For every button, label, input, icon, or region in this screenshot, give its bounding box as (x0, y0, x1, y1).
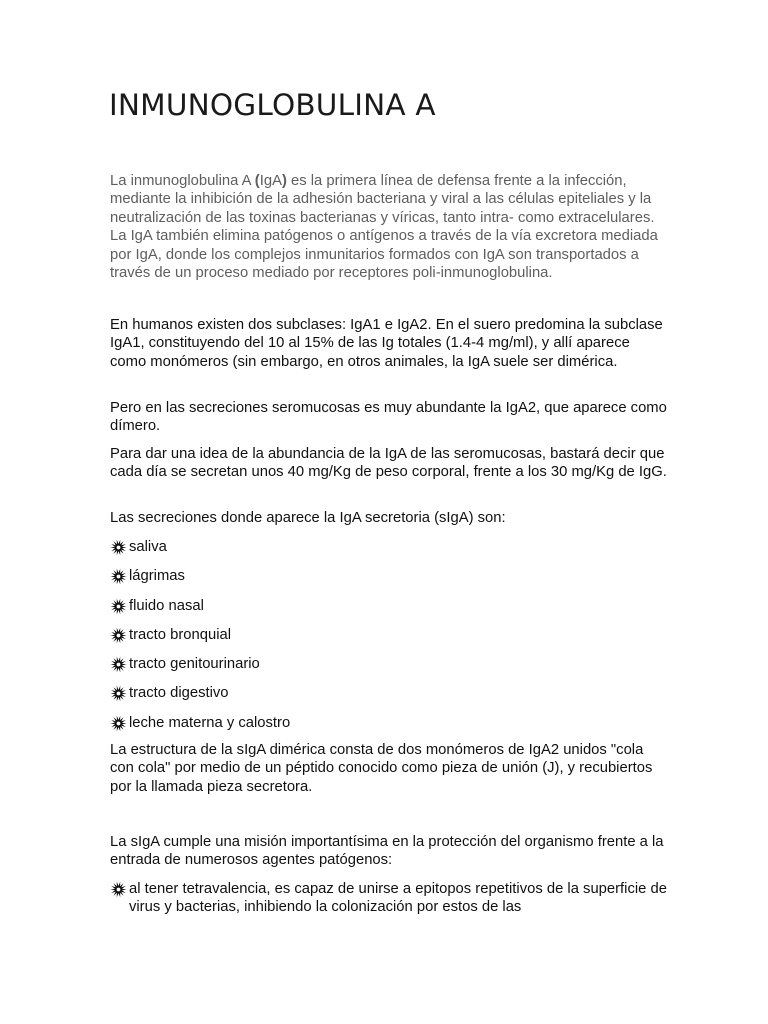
list-item-label: tracto bronquial (129, 626, 231, 643)
list-item-label: al tener tetravalencia, es capaz de unirse a epitopos repetitivos de la superficie de virus y bacterias, inhibiendo la colonización por estos de las (129, 881, 667, 916)
functions-list (110, 880, 670, 917)
starburst-bullet-icon (110, 715, 127, 732)
intro-text-start: La inmunoglobulina A (110, 173, 255, 189)
list-item-label: saliva (129, 539, 167, 555)
list-item (110, 597, 670, 626)
starburst-bullet-icon (110, 627, 127, 644)
list-item-label: lágrimas (129, 568, 185, 585)
intro-paren-open: ( (254, 173, 260, 189)
document-title: INMUNOGLOBULINA A (109, 88, 436, 122)
starburst-bullet-icon (110, 568, 127, 585)
starburst-bullet-icon (110, 656, 127, 673)
secretions-list (110, 538, 670, 743)
list-item (110, 626, 670, 655)
list-item (110, 684, 670, 713)
starburst-bullet-icon (110, 598, 127, 615)
mission-paragraph: La sIgA cumple una misión importantísima en la protección del organismo frente a la entrada de numerosos agentes patógenos: (110, 834, 664, 869)
list-item (110, 655, 670, 684)
intro-paragraph (110, 172, 670, 282)
list-item-label: tracto digestivo (129, 685, 229, 702)
structure-paragraph: La estructura de la sIgA dimérica consta de dos monómeros de IgA2 unidos "cola con cola" por medio de un péptido conocido como pieza de unión (J), y recubiertos por la llamada pieza secretora. (110, 742, 653, 795)
list-item (110, 880, 670, 917)
list-item-label: fluido nasal (129, 597, 204, 614)
secretions-intro-paragraph: Las secreciones donde aparece la IgA secretoria (sIgA) son: (110, 510, 506, 526)
starburst-bullet-icon (110, 539, 127, 556)
intro-paren-close: ) (281, 173, 287, 189)
abundance-paragraph: Para dar una idea de la abundancia de la IgA de las seromucosas, bastará decir que cada día se secretan unos 40 mg/Kg de peso corporal, frente a los 30 mg/Kg de IgG. (110, 446, 667, 481)
subclasses-paragraph: En humanos existen dos subclases: IgA1 e IgA2. En el suero predomina la subclase IgA1, constituyendo del 10 al 15% de las Ig totales (1.4-4 mg/ml), y allí aparece como monómeros (sin embargo, en otros animales, la IgA suele ser dimérica. (110, 317, 663, 370)
list-item (110, 538, 670, 567)
list-item-label: leche materna y calostro (129, 714, 291, 731)
list-item (110, 567, 670, 596)
intro-iga-term: IgA (259, 173, 282, 189)
list-item-label: tracto genitourinario (129, 656, 260, 673)
seromucosal-paragraph: Pero en las secreciones seromucosas es muy abundante la IgA2, que aparece como dímero. (110, 400, 667, 435)
starburst-bullet-icon (110, 685, 127, 702)
list-item (110, 714, 670, 743)
intro-text-rest: es la primera línea de defensa frente a la infección, mediante la inhibición de la adhesión bacteriana y viral a las células epiteliales y la neutralización de las toxinas bacterianas y víricas, tanto intra- como extracelulares. La IgA también elimina patógenos o antígenos a través de la vía excretora mediada por IgA, donde los complejos inmunitarios formados con IgA son transportados a través de un proceso mediado por receptores poli-inmunoglobulina. (110, 173, 658, 282)
starburst-bullet-icon (110, 881, 127, 898)
